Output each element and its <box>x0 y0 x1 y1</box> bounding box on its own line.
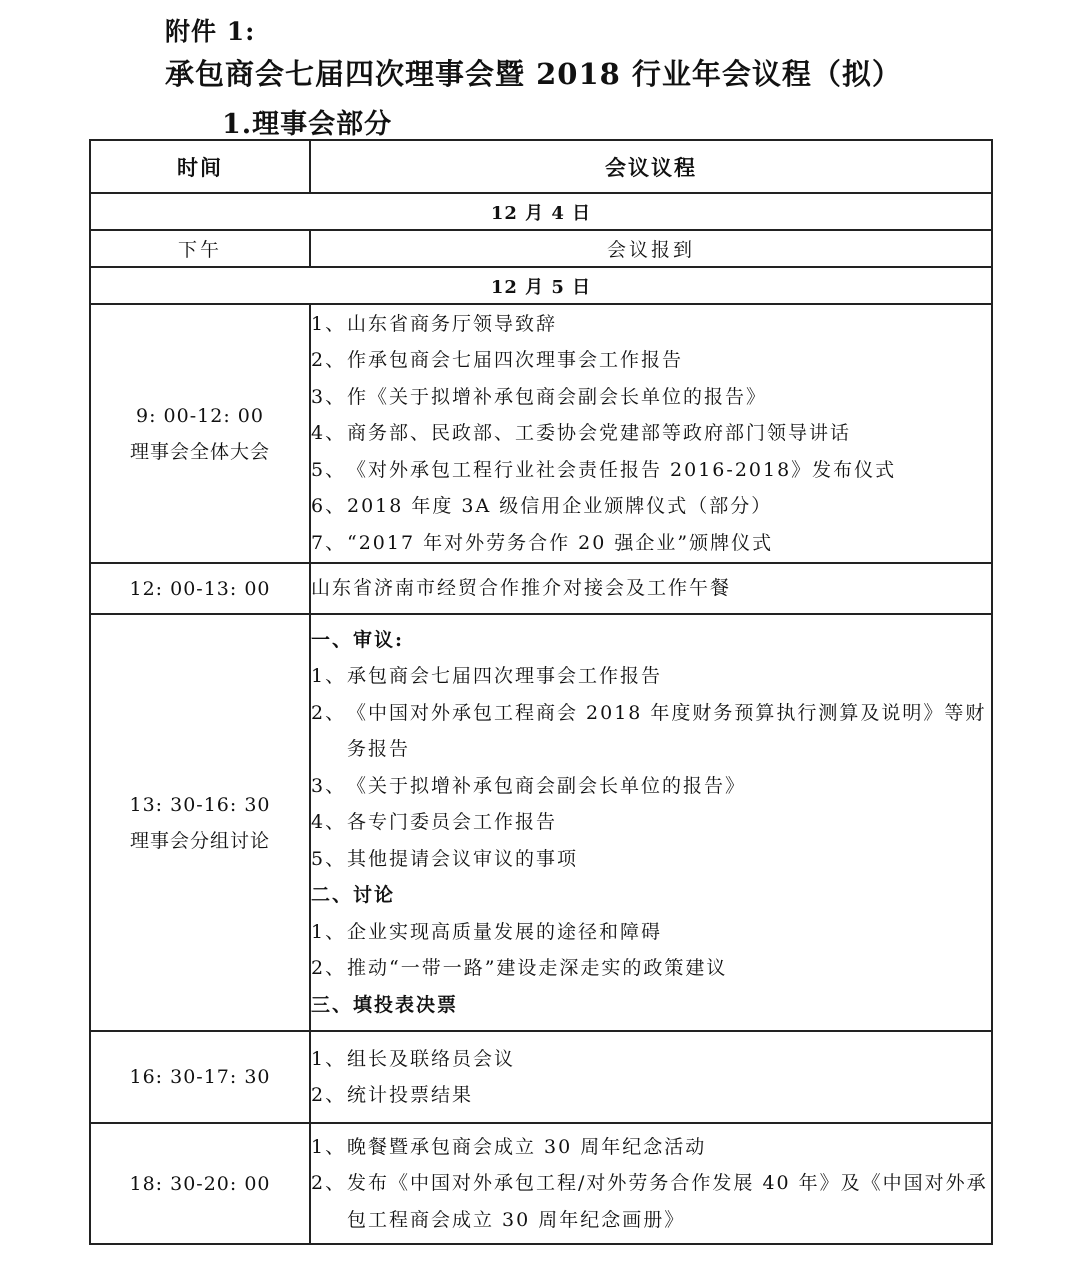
document-title: 承包商会七届四次理事会暨 2018 行业年会议程（拟） <box>165 57 902 91</box>
agenda-item <box>311 342 991 379</box>
item-text: 各专门委员会工作报告 <box>347 811 558 834</box>
item-text: 企业实现高质量发展的途径和障碍 <box>347 920 663 943</box>
item-number: 2、 <box>311 957 347 980</box>
item-number: 2、 <box>311 701 347 724</box>
time-cell <box>90 614 310 1031</box>
time-range: 16: 30-17: 30 <box>129 1066 271 1088</box>
date-day2: 12 月 5 日 <box>90 267 992 304</box>
agenda-cell <box>310 563 992 614</box>
time-cell <box>90 1123 310 1244</box>
item-number: 1、 <box>311 1135 347 1158</box>
agenda-item <box>311 525 991 562</box>
agenda-cell <box>310 1123 992 1244</box>
item-number: 5、 <box>311 458 347 481</box>
agenda-item <box>311 1041 991 1078</box>
item-number: 2、 <box>311 1172 347 1195</box>
table-header-row <box>90 140 992 193</box>
agenda-item <box>311 1129 991 1166</box>
session-name: 理事会分组讨论 <box>129 829 270 852</box>
agenda-heading: 二、讨论 <box>311 884 396 907</box>
item-text: 晚餐暨承包商会成立 30 周年纪念活动 <box>347 1135 707 1158</box>
agenda-cell <box>310 614 992 1031</box>
item-text: 作《关于拟增补承包商会副会长单位的报告》 <box>347 385 768 408</box>
item-text: 《对外承包工程行业社会责任报告 2016-2018》发布仪式 <box>347 458 897 481</box>
item-text: 承包商会七届四次理事会工作报告 <box>347 665 663 688</box>
date-row-day2 <box>90 267 992 304</box>
agenda-cell <box>310 1031 992 1123</box>
time-cell <box>90 304 310 563</box>
agenda-item <box>311 768 991 805</box>
header-time: 时间 <box>90 140 310 193</box>
table-row <box>90 563 992 614</box>
agenda-item <box>311 1077 991 1114</box>
item-number: 1、 <box>311 312 347 335</box>
item-text: “2017 年对外劳务合作 20 强企业”颁牌仪式 <box>347 531 774 554</box>
item-number: 2、 <box>311 349 347 372</box>
time-range: 12: 00-13: 00 <box>129 577 271 600</box>
agenda-item <box>311 914 991 951</box>
agenda-cell: 会议报到 <box>310 230 992 267</box>
agenda-item <box>311 658 991 695</box>
item-number: 6、 <box>311 495 347 518</box>
agenda-cell <box>310 304 992 563</box>
agenda-item <box>311 1165 991 1238</box>
date-row-day1 <box>90 193 992 230</box>
table-row <box>90 1123 992 1244</box>
agenda-heading: 一、审议: <box>311 628 405 651</box>
item-text: 商务部、民政部、工委协会党建部等政府部门领导讲话 <box>347 422 852 445</box>
item-text: 2018 年度 3A 级信用企业颁牌仪式（部分） <box>347 495 773 518</box>
agenda-item <box>311 379 991 416</box>
item-number: 1、 <box>311 920 347 943</box>
table-row <box>90 230 992 267</box>
item-number: 3、 <box>311 774 347 797</box>
time-cell: 下午 <box>90 230 310 267</box>
agenda-item <box>311 841 991 878</box>
item-text: 统计投票结果 <box>347 1084 474 1106</box>
time-range: 18: 30-20: 00 <box>129 1172 271 1195</box>
time-range: 9: 00-12: 00 <box>136 404 264 427</box>
item-number: 5、 <box>311 847 347 870</box>
item-text: 山东省商务厅领导致辞 <box>347 312 558 335</box>
time-cell <box>90 563 310 614</box>
agenda-item <box>311 804 991 841</box>
agenda-table <box>89 139 993 1245</box>
agenda-item <box>311 306 991 343</box>
table-row <box>90 1031 992 1123</box>
section-title: 1.理事会部分 <box>222 109 393 140</box>
item-number: 1、 <box>311 665 347 688</box>
item-number: 2、 <box>311 1084 347 1106</box>
date-day1: 12 月 4 日 <box>90 193 992 230</box>
agenda-item <box>311 950 991 987</box>
item-number: 4、 <box>311 811 347 834</box>
time-range: 13: 30-16: 30 <box>129 793 271 816</box>
item-number: 1、 <box>311 1047 347 1070</box>
item-text: 其他提请会议审议的事项 <box>347 847 579 870</box>
item-text: 《中国对外承包工程商会 2018 年度财务预算执行测算及说明》等财务报告 <box>347 701 987 761</box>
agenda-heading: 三、填投表决票 <box>311 993 459 1016</box>
attachment-label: 附件 1: <box>165 17 256 46</box>
item-number: 3、 <box>311 385 347 408</box>
item-text: 推动“一带一路”建设走深走实的政策建议 <box>347 957 728 980</box>
item-text: 发布《中国对外承包工程/对外劳务合作发展 40 年》及《中国对外承包工程商会成立 30 周年纪念画册》 <box>347 1172 988 1231</box>
agenda-item <box>311 695 991 768</box>
item-number: 7、 <box>311 531 347 554</box>
time-cell <box>90 1031 310 1123</box>
agenda-item <box>311 415 991 452</box>
agenda-text: 山东省济南市经贸合作推介对接会及工作午餐 <box>311 577 732 600</box>
table-row <box>90 304 992 563</box>
session-name: 理事会全体大会 <box>129 440 270 463</box>
item-text: 组长及联络员会议 <box>347 1047 516 1070</box>
item-text: 作承包商会七届四次理事会工作报告 <box>347 349 684 372</box>
agenda-item <box>311 452 991 489</box>
agenda-item <box>311 488 991 525</box>
table-row <box>90 614 992 1031</box>
header-agenda: 会议议程 <box>310 140 992 193</box>
item-text: 《关于拟增补承包商会副会长单位的报告》 <box>347 774 747 797</box>
item-number: 4、 <box>311 422 347 445</box>
